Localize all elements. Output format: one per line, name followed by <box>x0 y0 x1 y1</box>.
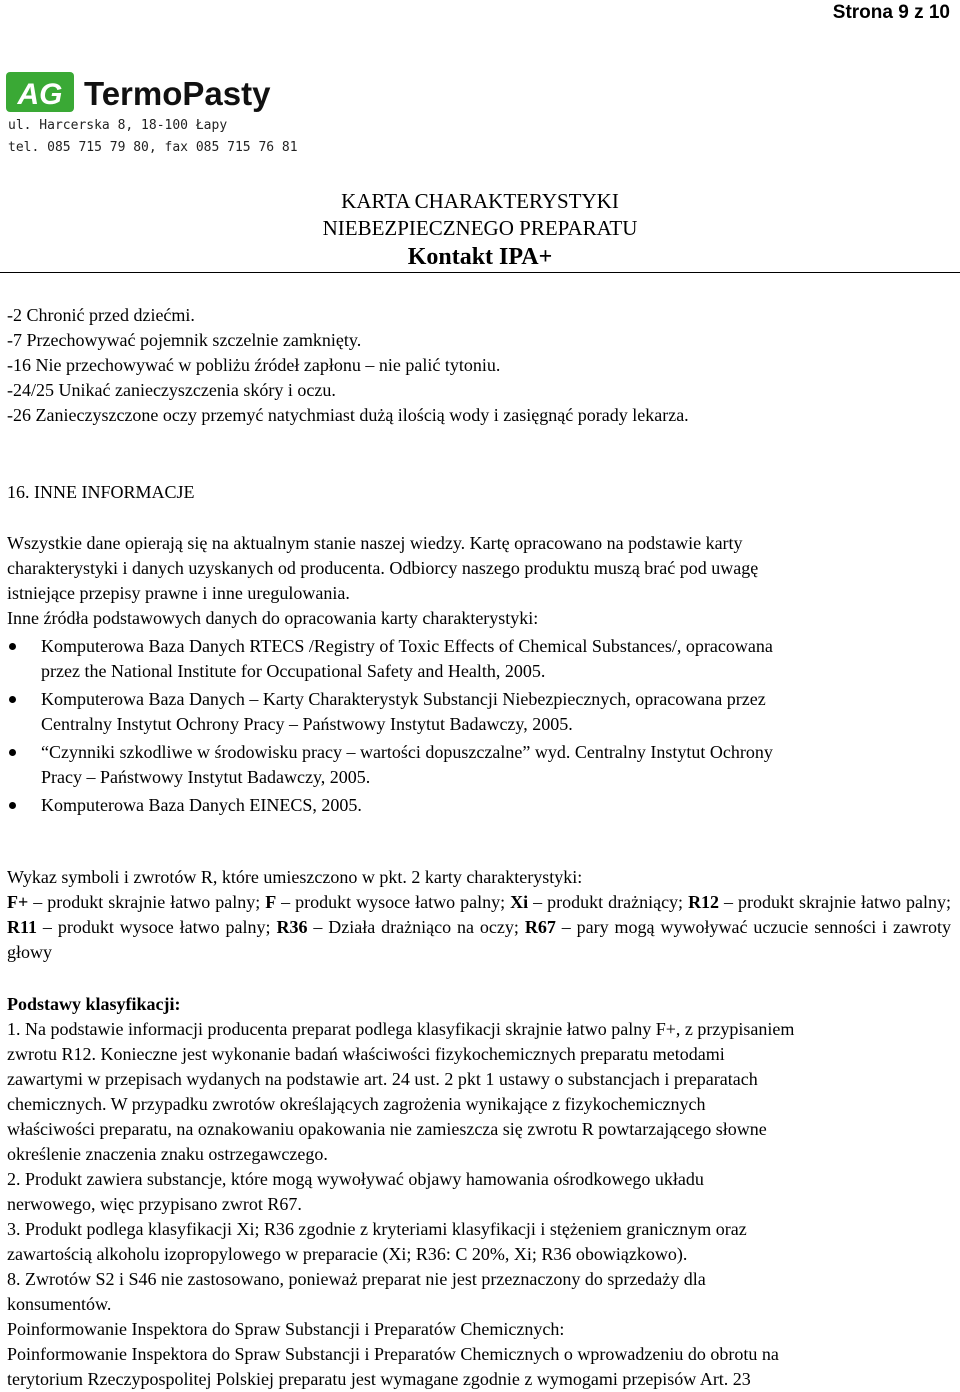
classification-line: 8. Zwrotów S2 i S46 nie zastosowano, ponieważ preparat nie jest przeznaczony do sprzedaży dla <box>7 1269 706 1289</box>
list-item-line: “Czynniki szkodliwe w środowisku pracy – wartości dopuszczalne” wyd. Centralny Instytut Ochrony <box>41 742 773 762</box>
classification-heading <box>7 992 957 1017</box>
classification-line: nerwowego, więc przypisano zwrot R67. <box>7 1194 302 1214</box>
bullet-icon <box>9 749 16 756</box>
intro-line: charakterystyki i danych uzyskanych od producenta. Odbiorcy naszego produktu muszą brać pod uwagę <box>7 558 759 578</box>
symbol-text: – produkt skrajnie łatwo palny; <box>28 892 266 912</box>
s-phrase: -24/25 Unikać zanieczyszczenia skóry i oczu. <box>7 380 336 400</box>
classification-line: terytorium Rzeczypospolitej Polskiej preparatu jest wymagane zgodnie z wymogami przepisów Art. 23 <box>7 1369 751 1389</box>
s-phrase: -26 Zanieczyszczone oczy przemyć natychmiast dużą ilością wody i zasięgnąć porady lekarza. <box>7 405 689 425</box>
section-16-heading: 16. INNE INFORMACJE <box>7 482 195 502</box>
classification-line: zawartymi w przepisach wydanych na podstawie art. 24 ust. 2 pkt 1 ustawy o substancjach i preparatach <box>7 1069 758 1089</box>
list-item-line: Komputerowa Baza Danych EINECS, 2005. <box>41 795 362 815</box>
symbol-code: R36 <box>276 917 308 937</box>
company-phone: tel. 085 715 79 80, fax 085 715 76 81 <box>8 140 298 155</box>
symbols-section <box>7 865 957 965</box>
s-phrases-list <box>7 303 957 428</box>
symbol-code: R12 <box>688 892 720 912</box>
symbols-definitions <box>7 890 951 965</box>
page-number: Strona 9 z 10 <box>832 2 950 23</box>
s-phrase: -7 Przechowywać pojemnik szczelnie zamknięty. <box>7 330 362 350</box>
bullet-icon <box>9 643 16 650</box>
company-logo <box>6 70 306 114</box>
symbol-text: – produkt drażniący; <box>528 892 689 912</box>
sources-list <box>7 634 957 818</box>
classification-line: Poinformowanie Inspektora do Spraw Substancji i Preparatów Chemicznych: <box>7 1319 565 1339</box>
list-item <box>7 740 957 790</box>
symbol-code: R67 <box>524 917 556 937</box>
classification-heading-text: Podstawy klasyfikacji: <box>7 994 181 1014</box>
s-phrase: -2 Chronić przed dziećmi. <box>7 305 195 325</box>
list-item-line: Komputerowa Baza Danych – Karty Charakterystyk Substancji Niebezpiecznych, opracowana przez <box>41 689 766 709</box>
logo-wordmark: TermoPasty <box>84 75 271 112</box>
title-line-1: KARTA CHARAKTERYSTYKI <box>341 189 619 213</box>
list-item-line: Pracy – Państwowy Instytut Badawczy, 2005. <box>41 767 371 787</box>
classification-line: określenie znaczenia znaku ostrzegawczego. <box>7 1144 328 1164</box>
classification-line: 2. Produkt zawiera substancje, które mogą wywoływać objawy hamowania ośrodkowego układu <box>7 1169 704 1189</box>
symbol-code: F+ <box>7 892 29 912</box>
intro-line: Inne źródła podstawowych danych do opracowania karty charakterystyki: <box>7 608 539 628</box>
bullet-icon <box>9 802 16 809</box>
classification-line: konsumentów. <box>7 1294 112 1314</box>
list-item <box>7 793 957 818</box>
symbol-text: – produkt skrajnie łatwo palny; <box>719 892 951 912</box>
title-line-2: NIEBEZPIECZNEGO PREPARATU <box>322 216 638 240</box>
symbol-text: – produkt wysoce łatwo palny; <box>276 892 511 912</box>
classification-line: Poinformowanie Inspektora do Spraw Substancji i Preparatów Chemicznych o wprowadzeniu do obrotu na <box>7 1344 779 1364</box>
symbol-code: Xi <box>510 892 529 912</box>
bullet-icon <box>9 696 16 703</box>
product-name: Kontakt IPA+ <box>407 244 553 270</box>
classification-line: zwrotu R12. Konieczne jest wykonanie badań właściwości fizykochemicznych preparatu metodami <box>7 1044 725 1064</box>
symbol-text: – produkt wysoce łatwo palny; <box>37 917 277 937</box>
classification-line: właściwości preparatu, na oznakowaniu opakowania nie zamieszcza się zwrotu R powtarzającego słowne <box>7 1119 767 1139</box>
list-item <box>7 687 957 737</box>
list-item <box>7 634 957 684</box>
symbol-text: – Działa drażniąco na oczy; <box>307 917 525 937</box>
section-16-body <box>7 531 957 818</box>
logo-mark-text: AG <box>17 78 63 111</box>
classification-line: zawartością alkoholu izopropylowego w preparacie (Xi; R36: C 20%, Xi; R36 obowiązkowo). <box>7 1244 688 1264</box>
classification-line: 3. Produkt podlega klasyfikacji Xi; R36 zgodnie z kryteriami klasyfikacji i stężeniem granicznym oraz <box>7 1219 747 1239</box>
list-item-line: Centralny Instytut Ochrony Pracy – Państwowy Instytut Badawczy, 2005. <box>41 714 573 734</box>
symbol-code: F <box>265 892 277 912</box>
list-item-line: Komputerowa Baza Danych RTECS /Registry of Toxic Effects of Chemical Substances/, opracowana <box>41 636 773 656</box>
classification-line: 1. Na podstawie informacji producenta preparat podlega klasyfikacji skrajnie łatwo palny F+, z przypisaniem <box>7 1019 795 1039</box>
symbols-intro: Wykaz symboli i zwrotów R, które umieszczono w pkt. 2 karty charakterystyki: <box>7 867 583 887</box>
company-address: ul. Harcerska 8, 18-100 Łapy <box>8 118 228 133</box>
intro-line: Wszystkie dane opierają się na aktualnym stanie naszej wiedzy. Kartę opracowano na podstawie karty <box>7 533 743 553</box>
classification-section <box>7 992 957 1392</box>
list-item-line: przez the National Institute for Occupational Safety and Health, 2005. <box>41 661 546 681</box>
document-title <box>0 188 960 272</box>
intro-line: istniejące przepisy prawne i inne uregulowania. <box>7 583 350 603</box>
symbol-text: – pary mogą wywoływać uczucie senności i zawroty głowy <box>7 917 951 962</box>
classification-line: chemicznych. W przypadku zwrotów określających zagrożenia wynikające z fizykochemicznych <box>7 1094 706 1114</box>
symbol-code: R11 <box>7 917 38 937</box>
header-divider <box>0 272 960 273</box>
s-phrase: -16 Nie przechowywać w pobliżu źródeł zapłonu – nie palić tytoniu. <box>7 355 501 375</box>
